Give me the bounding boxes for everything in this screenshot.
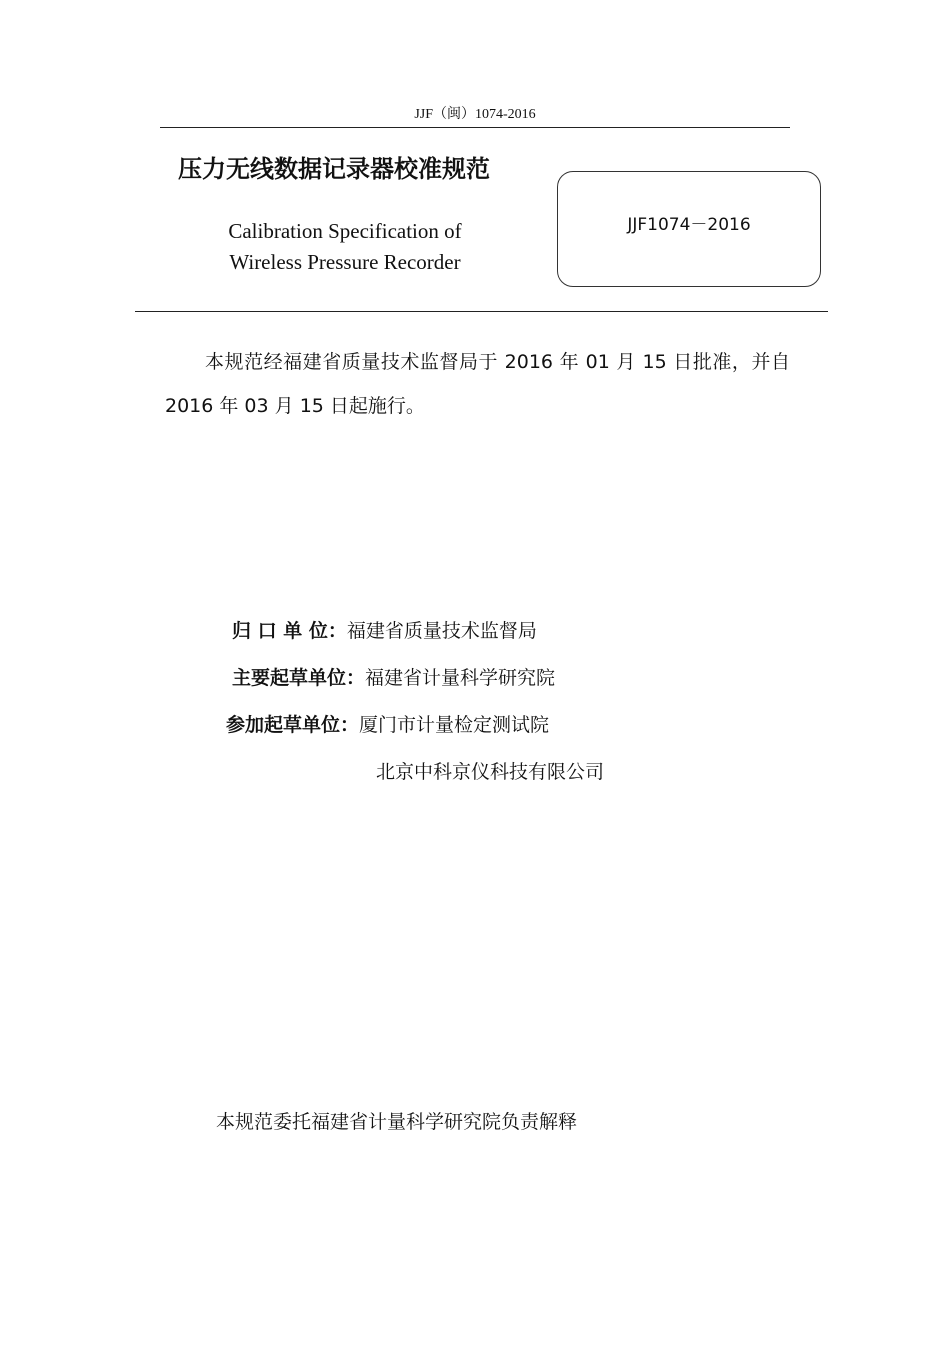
org-label-centralized: 归 口 单 位： (232, 620, 347, 642)
header-divider (160, 127, 790, 128)
standard-code-box-text: JJF1074－2016 (627, 215, 751, 235)
document-title-en-line2: Wireless Pressure Recorder (229, 250, 461, 274)
standard-code-box (557, 171, 821, 287)
org-label-main-drafter: 主要起草单位： (232, 667, 366, 689)
approval-statement: 本规范经福建省质量技术监督局于 2016 年 01 月 15 日批准，并自 2016 年 03 月 15 日起施行。 (165, 351, 790, 417)
header-standard-code: JJF（闽）1074-2016 (414, 107, 536, 122)
org-value-participating-1: 厦门市计量检定测试院 (359, 714, 550, 736)
org-value-participating-2: 北京中科京仪科技有限公司 (376, 761, 605, 783)
org-row-centralized (232, 617, 537, 645)
org-row-main-drafter (232, 664, 555, 692)
org-label-participating: 参加起草单位： (226, 714, 360, 736)
org-row-participating (226, 711, 549, 739)
document-title-en (190, 216, 500, 278)
document-title-en-line1: Calibration Specification of (228, 219, 462, 243)
org-value-main-drafter: 福建省计量科学研究院 (365, 667, 556, 689)
closing-statement: 本规范委托福建省计量科学研究院负责解释 (216, 1111, 578, 1133)
document-title-cn: 压力无线数据记录器校准规范 (178, 155, 490, 183)
section-divider (135, 311, 828, 312)
org-value-centralized: 福建省质量技术监督局 (346, 620, 537, 642)
org-row-participating-2 (376, 758, 604, 786)
